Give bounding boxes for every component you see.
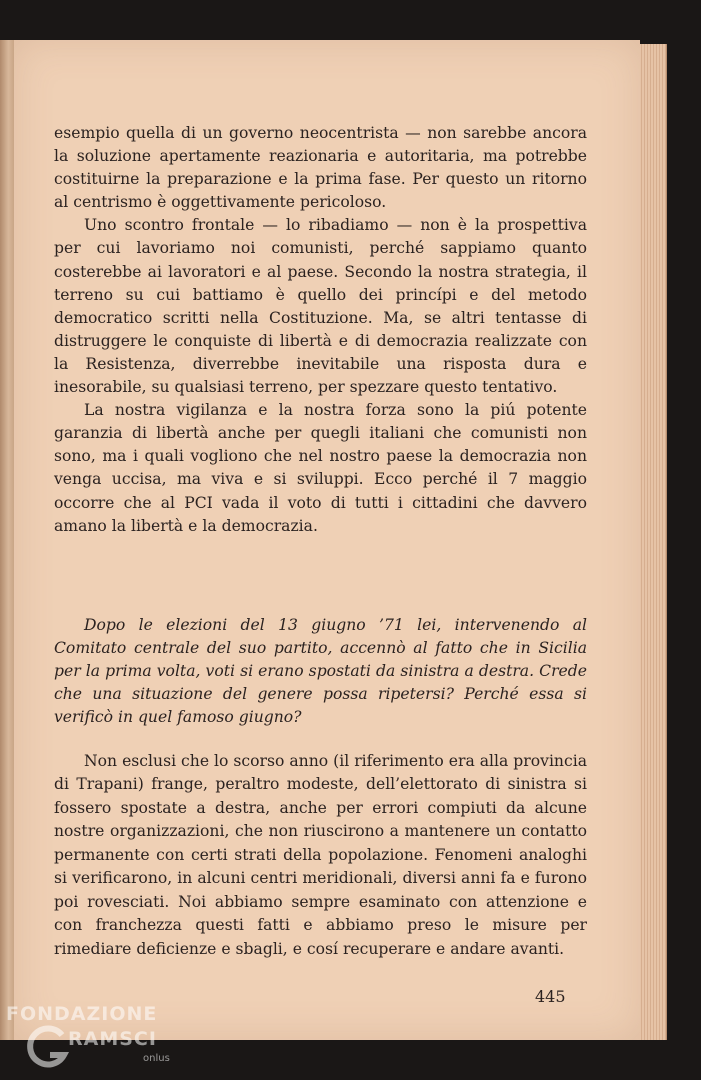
watermark-line2: RAMSCI [68,1028,157,1050]
interview-question: Dopo le elezioni del 13 giugno ’71 lei, intervenendo al Comitato centrale del suo partito, accennò al fatto che in Sicilia per la prima volta, voti si erano spostati da sinistra a destra. Crede che una situazione del genere possa ripetersi? Perché essa si verificò in quel famoso giugno? [54,615,587,726]
watermark-sub: onlus [143,1053,170,1064]
paragraph-1: esempio quella di un governo neocentrista — non sarebbe ancora la soluzione apertamente reazionaria e autoritaria, ma potrebbe costituirne la preparazione e la prima fase. Per questo un ritorno al centrismo è oggettivamente pericoloso. [54,124,587,212]
watermark-line1: FONDAZIONE [6,1003,158,1025]
gramsci-g-logo-icon [26,1025,70,1078]
interview-answer: Non esclusi che lo scorso anno (il riferimento era alla provincia di Trapani) frange, peraltro modeste, dell’elettorato di sinistra si fossero spostate a destra, anche per errori compiuti da alcune nostre organizzazioni, che non riuscirono a mantenere un contatto permanente con certi strati della popolazione. Fenomeni analoghi si verificarono, in alcuni centri meridionali, diversi anni fa e furono poi rovesciati. Noi abbiamo sempre esaminato con attenzione e con franchezza questi fatti e abbiamo preso le misure per rimediare deficienze e sbagli, e cosí recuperare e andare avanti. [54,751,587,958]
page-number: 445 [535,987,566,1006]
paragraph-3: La nostra vigilanza e la nostra forza sono la piú potente garanzia di libertà anche per quegli italiani che comunisti non sono, ma i quali vogliono che nel nostro paese la democrazia non venga uccisa, ma viva e si sviluppi. Ecco perché il 7 maggio occorre che al PCI vada il voto di tutti i cittadini che davvero amano la libertà e la democrazia. [54,401,587,535]
watermark [6,1003,206,1077]
body-text [54,122,587,538]
book-page [14,40,640,1040]
previous-page-edge [0,40,14,1040]
paragraph-2: Uno scontro frontale — lo ribadiamo — non è la prospettiva per cui lavoriamo noi comunisti, perché sappiamo quanto costerebbe ai lavoratori e al paese. Secondo la nostra strategia, il terreno su cui battiamo è quello dei princípi e del metodo democratico scritti nella Costituzione. Ma, se altri tentasse di distruggere le conquiste di libertà e di democrazia realizzate con la Resistenza, diverrebbe inevitabile una risposta dura e inesorabile, su qualsiasi terreno, per spezzare questo tentativo. [54,216,587,397]
